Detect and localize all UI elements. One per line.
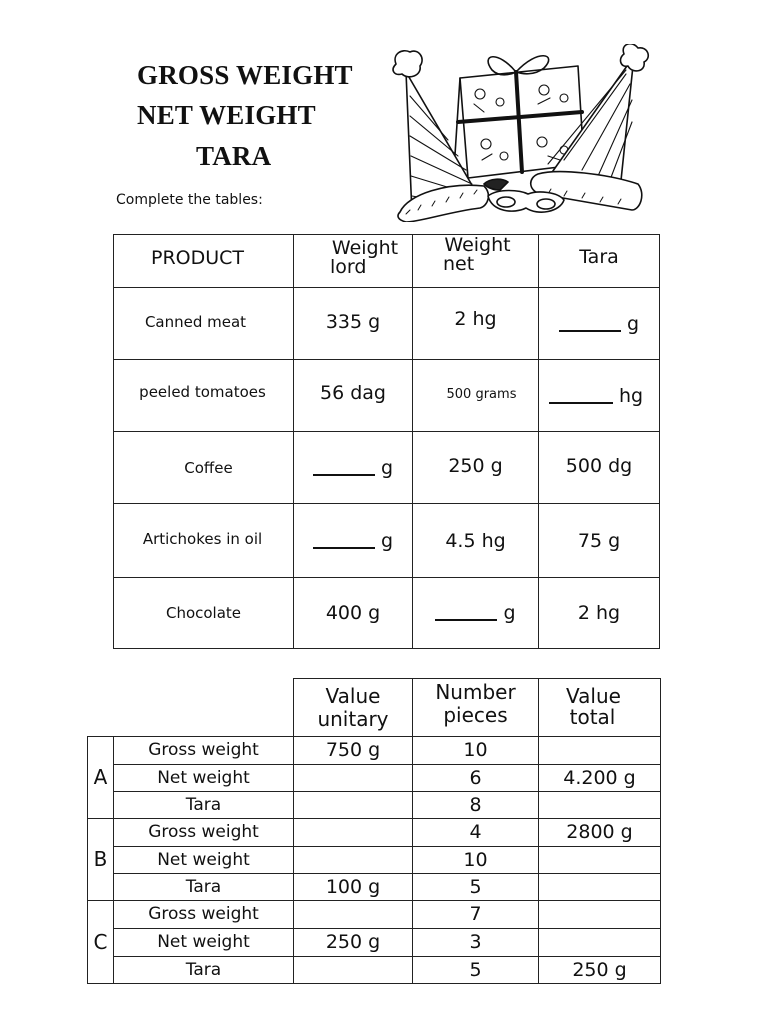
product-cell	[114, 432, 294, 504]
answer-blank[interactable]	[559, 329, 621, 332]
gross-cell[interactable]	[294, 504, 413, 578]
total-value[interactable]	[539, 847, 661, 874]
table-row	[88, 901, 661, 929]
weights-table	[113, 234, 660, 649]
answer-blank[interactable]	[549, 401, 613, 404]
product-cell	[114, 360, 294, 432]
header-tara-label: Tara	[579, 246, 619, 268]
unit-value[interactable]	[294, 819, 413, 847]
group-label-c: C	[88, 901, 114, 984]
net-unit: g	[503, 602, 516, 624]
product-name: Canned meat	[144, 312, 247, 331]
tara-cell[interactable]	[539, 360, 660, 432]
unit-value[interactable]	[294, 957, 413, 984]
product-name: Chocolate	[165, 604, 242, 622]
pieces-value: 5	[413, 874, 539, 901]
row-type: Gross weight	[114, 901, 294, 929]
table-row	[114, 288, 660, 360]
unit-value[interactable]: 100 g	[294, 874, 413, 901]
header-gross-line2: lord	[330, 256, 367, 278]
gross-unit: g	[380, 456, 394, 479]
tara-value: 500 dg	[565, 454, 633, 477]
table-row	[88, 929, 661, 957]
product-name: peeled tomatoes	[139, 382, 266, 401]
total-value[interactable]: 250 g	[539, 957, 661, 984]
value-table	[87, 678, 661, 984]
header-pieces-line1: Number	[435, 679, 516, 704]
header-total-line2: total	[569, 704, 616, 729]
header-product	[114, 235, 294, 288]
table-row	[88, 874, 661, 901]
row-type: Tara	[114, 792, 294, 819]
table-row	[88, 847, 661, 874]
header-gross-weight	[294, 235, 413, 288]
header-unit-line2: unitary	[317, 706, 389, 731]
table-row	[114, 360, 660, 432]
product-cell	[114, 288, 294, 360]
gross-unit: g	[380, 529, 394, 552]
unit-value[interactable]	[294, 847, 413, 874]
title-tara: TARA	[196, 141, 272, 171]
tara-cell	[539, 504, 660, 578]
header-pieces	[413, 679, 539, 737]
gross-cell	[294, 288, 413, 360]
row-type: Tara	[114, 874, 294, 901]
net-value: 4.5 hg	[445, 529, 506, 552]
row-type: Tara	[114, 957, 294, 984]
pieces-value: 3	[413, 929, 539, 957]
weights-table-header-row	[114, 235, 660, 288]
product-cell	[114, 578, 294, 649]
total-value[interactable]	[539, 874, 661, 901]
answer-blank[interactable]	[435, 618, 497, 621]
total-value[interactable]	[539, 792, 661, 819]
total-value[interactable]	[539, 901, 661, 929]
tara-cell[interactable]	[539, 288, 660, 360]
gross-cell[interactable]	[294, 432, 413, 504]
unit-value[interactable]: 750 g	[294, 737, 413, 765]
total-value[interactable]: 4.200 g	[539, 765, 661, 792]
net-cell	[413, 360, 539, 432]
gross-value: 56 dag	[320, 381, 386, 404]
header-unit-line1: Value	[325, 683, 381, 708]
header-gross-line1: Weight	[331, 237, 399, 259]
tara-cell	[539, 578, 660, 649]
row-type: Net weight	[114, 847, 294, 874]
pieces-value: 8	[413, 792, 539, 819]
product-name: Artichokes in oil	[142, 529, 263, 548]
gross-value: 335 g	[325, 310, 381, 333]
table-row	[88, 737, 661, 765]
header-total-line1: Value	[566, 683, 621, 708]
table-row	[114, 578, 660, 649]
header-unit-value	[294, 679, 413, 737]
header-pieces-line2: pieces	[443, 702, 508, 727]
header-net-line2: net	[443, 253, 475, 275]
table-row	[88, 957, 661, 984]
tara-value: 75 g	[577, 529, 621, 552]
net-value: 250 g	[448, 454, 503, 477]
header-tara	[539, 235, 660, 288]
gross-cell	[294, 578, 413, 649]
tara-unit: hg	[618, 384, 644, 407]
gross-cell	[294, 360, 413, 432]
unit-value[interactable]	[294, 901, 413, 929]
group-label-b: B	[88, 819, 114, 901]
table-row	[114, 432, 660, 504]
pieces-value: 10	[413, 737, 539, 765]
row-type: Net weight	[114, 929, 294, 957]
net-cell	[413, 432, 539, 504]
pieces-value: 7	[413, 901, 539, 929]
row-type: Net weight	[114, 765, 294, 792]
title-net-weight: NET WEIGHT	[137, 100, 316, 130]
table-row	[88, 792, 661, 819]
net-value: 2 hg	[454, 307, 497, 330]
total-value[interactable]	[539, 737, 661, 765]
product-cell	[114, 504, 294, 578]
pieces-value: 10	[413, 847, 539, 874]
instruction-text: Complete the tables:	[116, 192, 263, 208]
group-label-a: A	[88, 737, 114, 819]
row-type: Gross weight	[114, 737, 294, 765]
unit-value[interactable]	[294, 792, 413, 819]
header-total-value	[539, 679, 661, 737]
header-spacer	[88, 679, 294, 737]
product-name: Coffee	[184, 458, 233, 477]
unit-value[interactable]: 250 g	[294, 929, 413, 957]
net-cell[interactable]	[413, 578, 539, 649]
total-value[interactable]: 2800 g	[539, 819, 661, 847]
unit-value[interactable]	[294, 765, 413, 792]
net-cell	[413, 504, 539, 578]
table-row	[88, 819, 661, 847]
net-cell	[413, 288, 539, 360]
tara-cell	[539, 432, 660, 504]
title-gross-weight: GROSS WEIGHT	[137, 60, 353, 90]
total-value[interactable]	[539, 929, 661, 957]
tara-value: 2 hg	[577, 602, 621, 624]
answer-blank[interactable]	[313, 546, 375, 549]
row-type: Gross weight	[114, 819, 294, 847]
net-value: 500 grams	[446, 387, 517, 402]
pieces-value: 5	[413, 957, 539, 984]
answer-blank[interactable]	[313, 473, 375, 476]
header-net-weight	[413, 235, 539, 288]
pieces-value: 4	[413, 819, 539, 847]
tara-unit: g	[626, 312, 640, 335]
value-table-header-row	[88, 679, 661, 737]
pieces-value: 6	[413, 765, 539, 792]
header-net-line1: Weight	[444, 234, 511, 256]
table-row	[88, 765, 661, 792]
table-row	[114, 504, 660, 578]
header-product-label: PRODUCT	[150, 247, 245, 269]
gross-value: 400 g	[325, 602, 381, 624]
party-hats-gift-illustration	[388, 44, 650, 222]
